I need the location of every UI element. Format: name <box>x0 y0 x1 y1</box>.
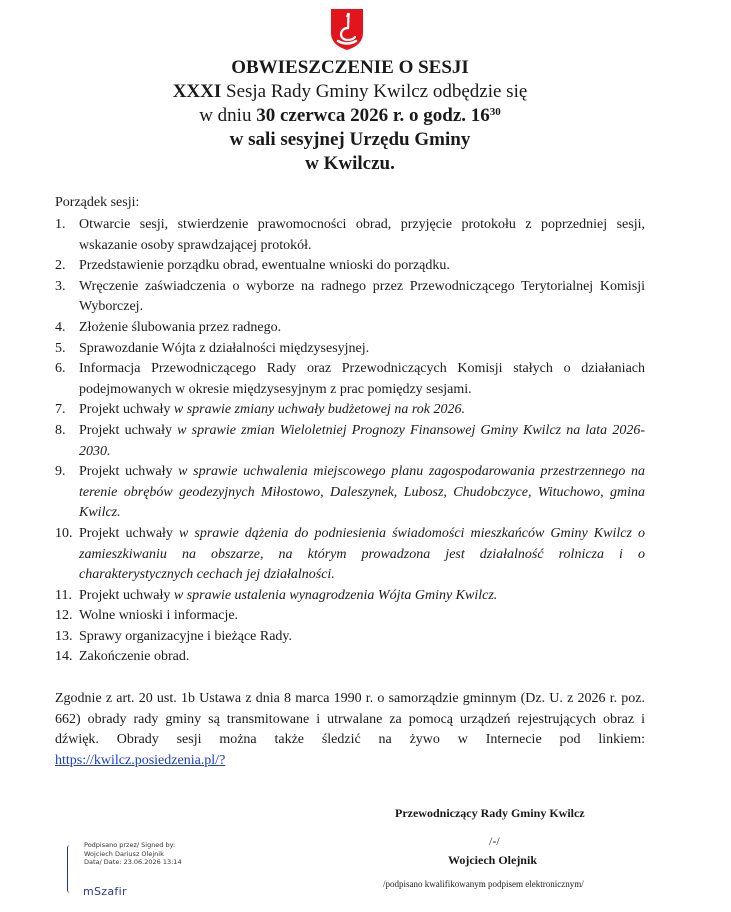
venue-line: w sali sesyjnej Urzędu Gminy <box>229 129 471 150</box>
mszafir-logo: mSzafir <box>83 885 127 898</box>
signature-stamp: Podpisano przez/ Signed by: Wojciech Dariusz Olejnik Data/ Date: 23.06.2026 13:14 <box>84 841 182 866</box>
agenda-item: 4. Złożenie ślubowania przez radnego. <box>55 319 282 335</box>
agenda-item: 5. Sprawozdanie Wójta z działalności międzysesyjnej. <box>55 340 370 356</box>
agenda-item: 9. Projekt uchwały w sprawie uchwalenia miejscowego planu zagospodarowania przestrzennego na terenie obrębów geodezyjnych Miłostowo, Daleszynek, Lubosz, Chudobczyce, Wituchowo, gmina Kwilcz. <box>55 464 645 521</box>
agenda-item: 12. Wolne wnioski i informacje. <box>55 608 239 624</box>
agenda-list <box>55 215 645 668</box>
notice-header <box>0 56 700 176</box>
agenda-title: Porządek sesji: <box>55 195 140 210</box>
signature-name: Wojciech Olejnik <box>448 853 537 867</box>
agenda-item: 2. Przedstawienie porządku obrad, ewentualne wnioski do porządku. <box>55 258 450 274</box>
session-line: Sesja Rady Gminy Kwilcz odbędzie się <box>221 81 528 102</box>
venue-town: w Kwilczu. <box>305 153 395 174</box>
agenda-item: 10. Projekt uchwały w sprawie dążenia do podniesienia świadomości mieszkańców Gminy Kwilcz o zamieszkiwaniu na obszarze, na którym prowadzona jest działalność rolnicza i o charakterystycznych cechach jej działalności. <box>55 525 645 583</box>
agenda-item: 8. Projekt uchwały w sprawie zmian Wieloletniej Prognozy Finansowej Gminy Kwilcz na lata 2026-2030. <box>55 422 645 459</box>
agenda-item: 1. Otwarcie sesji, stwierdzenie prawomocności obrad, przyjęcie protokołu z poprzedniej sesji, wskazanie osoby sprawdzającej protokół. <box>55 217 645 253</box>
signature-title: Przewodniczący Rady Gminy Kwilcz <box>395 806 585 820</box>
signature-note: /podpisano kwalifikowanym podpisem elektronicznym/ <box>383 879 584 889</box>
agenda-item: 14. Zakończenie obrad. <box>55 649 190 665</box>
transmission-text: Zgodnie z art. 20 ust. 1b Ustawa z dnia 8 marca 1990 r. o samorządzie gminnym (Dz. U. z 2026 r. poz. 662) obrady rady gminy są transmitowane i utrwalane za pomocą urządzeń rejestrujących obraz i dźwięk. Obrady sesji można także śledzić na żywo w Internecie pod linkiem: <box>55 691 645 748</box>
session-minutes: 30 <box>489 106 501 118</box>
agenda-item: 11. Projekt uchwały w sprawie ustalenia wynagrodzenia Wójta Gminy Kwilcz. <box>55 587 498 603</box>
agenda-item: 7. Projekt uchwały w sprawie zmiany uchwały budżetowej na rok 2026. <box>55 402 466 418</box>
agenda-item: 3. Wręczenie zaświadczenia o wyborze na radnego przez Przewodniczącego Terytorialnej Komisji Wyborczej. <box>55 278 645 315</box>
session-date: 30 czerwca 2026 r. o godz. 16 <box>256 105 490 126</box>
agenda-item: 6. Informacja Przewodniczącego Rady oraz Przewodniczących Komisji stałych o działaniach podejmowanych w okresie międzysesyjnym z prac pomiędzy sesjami. <box>55 361 645 397</box>
transmission-notice <box>55 689 645 771</box>
notice-title: OBWIESZCZENIE O SESJI <box>231 57 469 78</box>
broadcast-link[interactable]: https://kwilcz.posiedzenia.pl/? <box>55 752 226 768</box>
date-prefix: w dniu <box>199 105 257 126</box>
signature-mark: /-/ <box>489 834 500 848</box>
coat-of-arms-icon <box>329 7 365 51</box>
session-number: XXXI <box>172 81 222 102</box>
signature-stamp-bracket <box>67 845 73 893</box>
agenda-item: 13. Sprawy organizacyjne i bieżące Rady. <box>55 628 293 644</box>
